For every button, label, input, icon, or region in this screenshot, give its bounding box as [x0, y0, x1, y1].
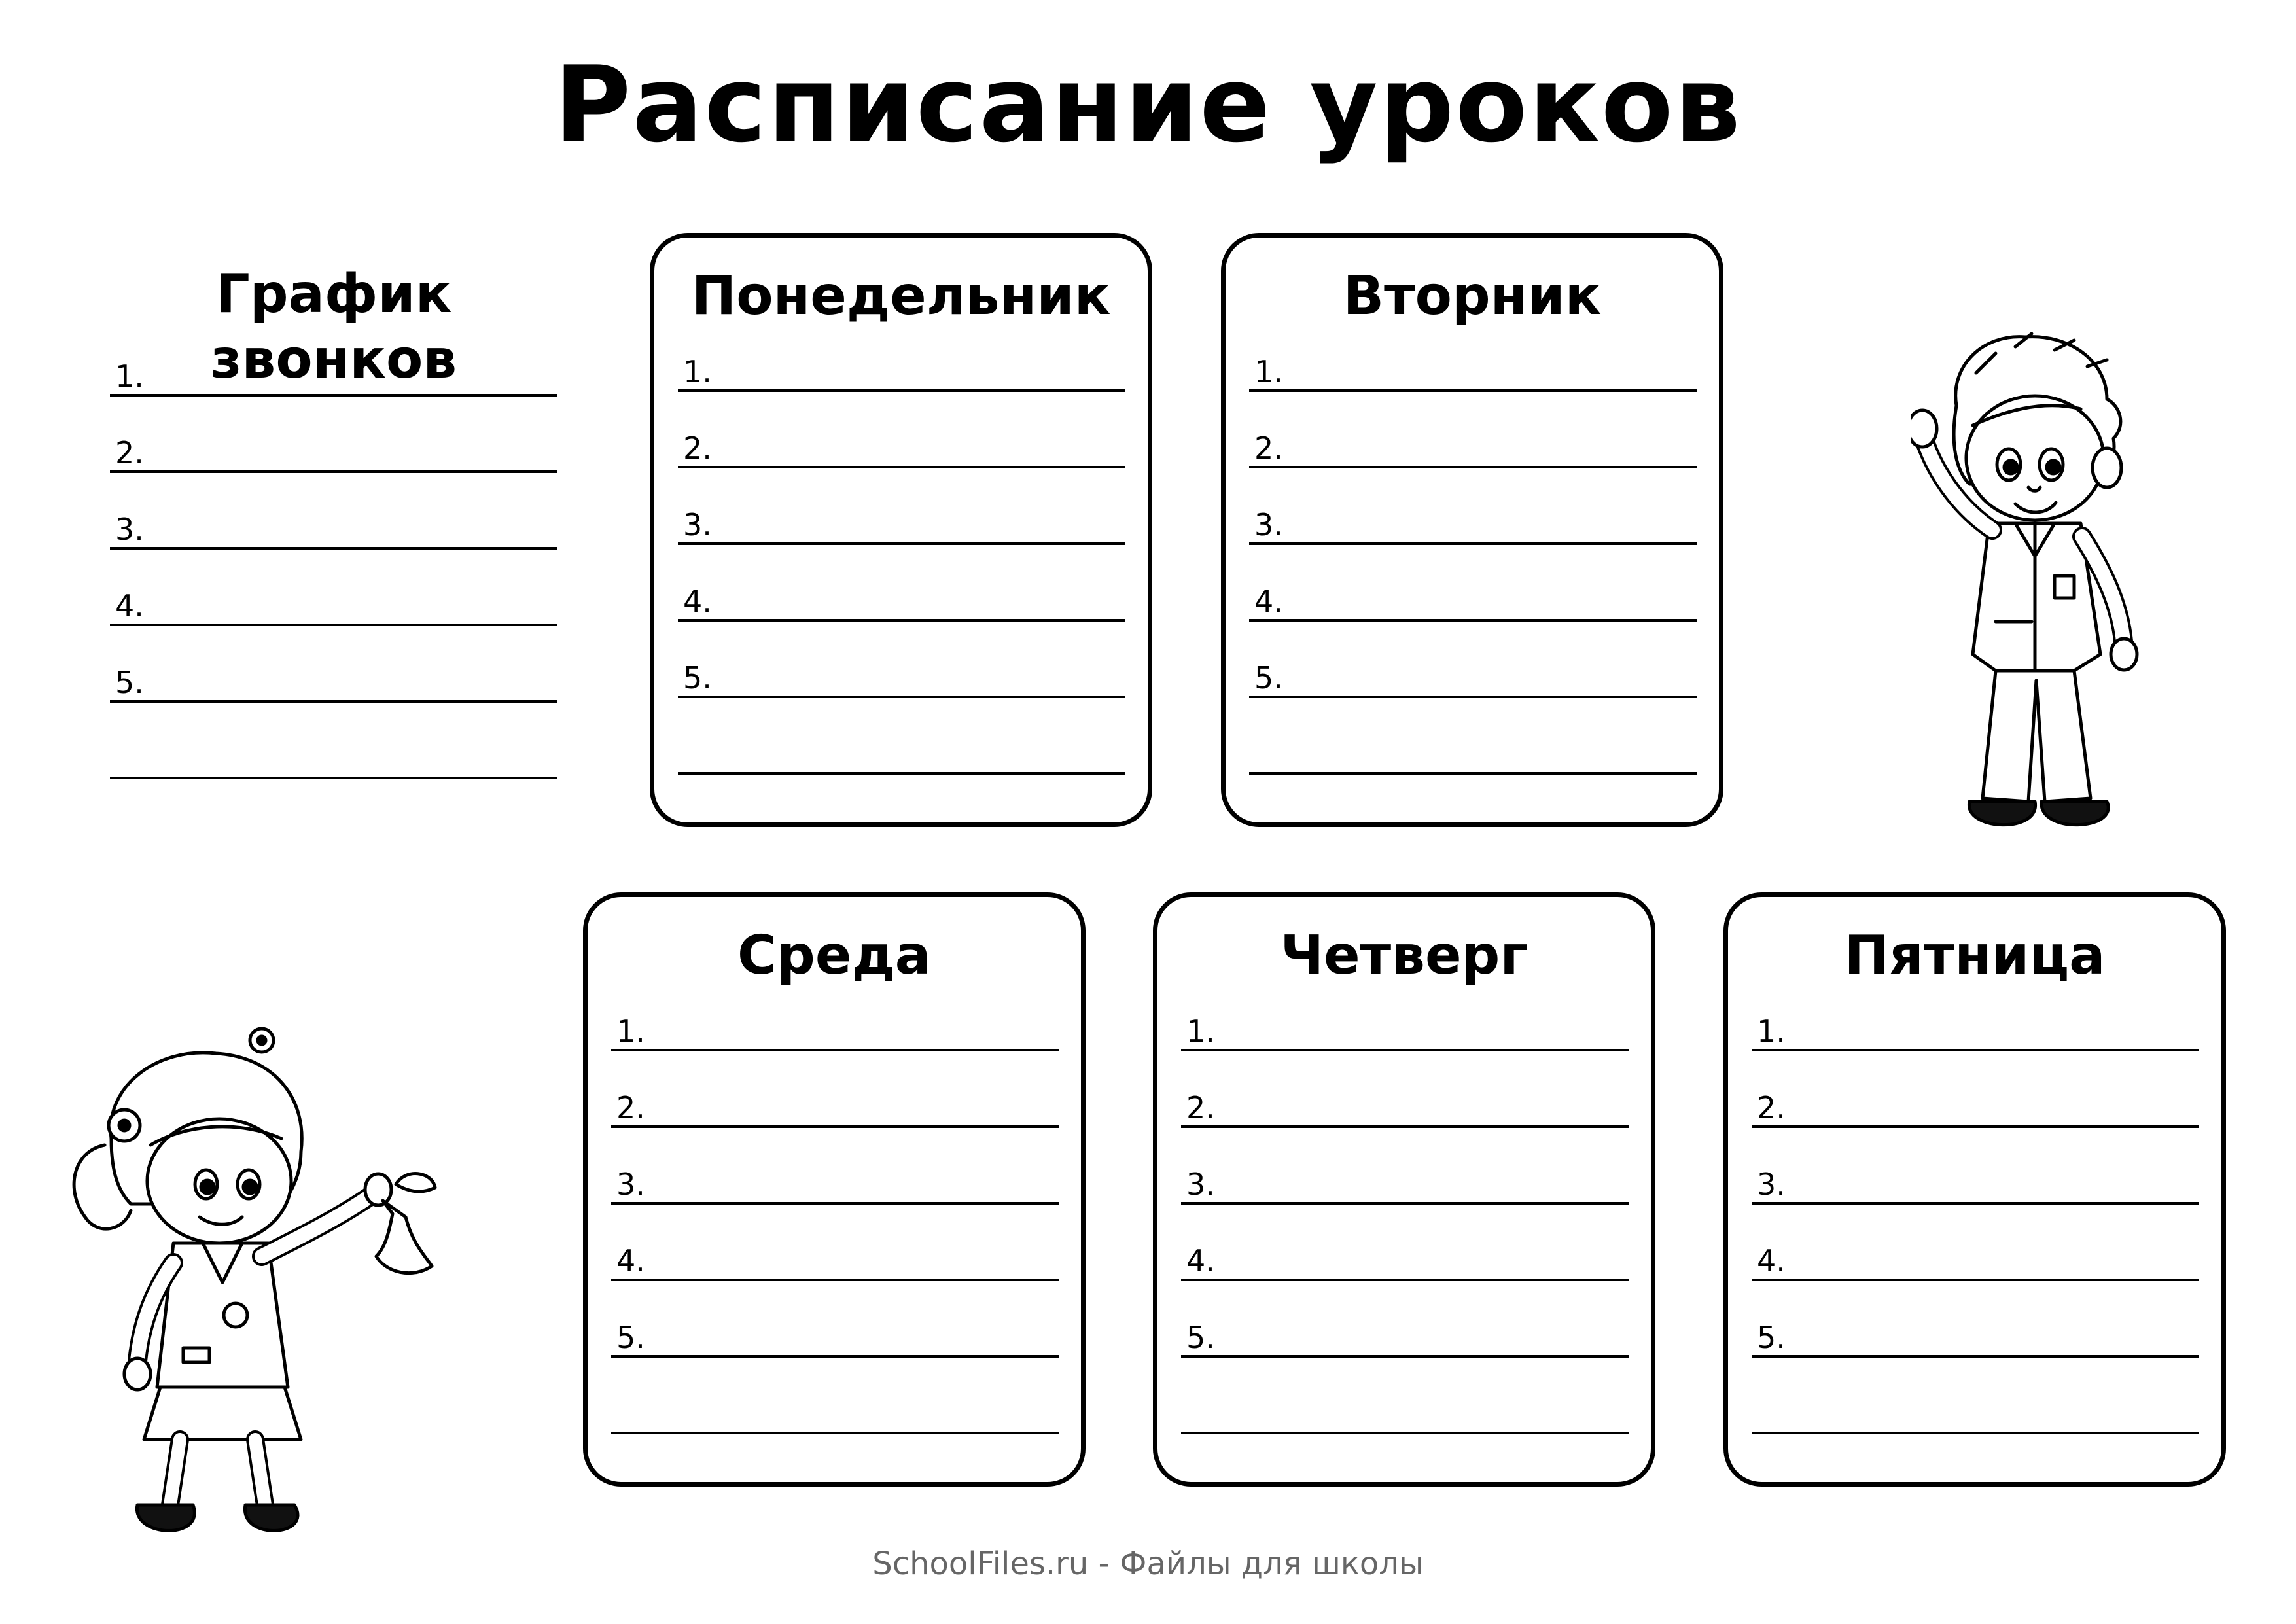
- girl-with-bell-icon: [65, 1021, 458, 1557]
- schedule-row-line[interactable]: [1181, 1167, 1629, 1205]
- schedule-row-line[interactable]: [678, 772, 1125, 775]
- schedule-row-line[interactable]: [1181, 1243, 1629, 1281]
- schedule-row-line[interactable]: [1752, 1014, 2199, 1051]
- row-number: 4.: [616, 1243, 645, 1279]
- row-number: 1.: [115, 359, 144, 394]
- row-number: 4.: [1186, 1243, 1215, 1279]
- day-card-thursday: [1153, 892, 1655, 1487]
- row-number: 1.: [1254, 354, 1283, 389]
- block-title: Вторник: [1343, 265, 1602, 327]
- row-number: 5.: [683, 660, 712, 696]
- schedule-row-line[interactable]: [110, 588, 557, 626]
- schedule-row-line[interactable]: [1752, 1432, 2199, 1434]
- block-title: Пятница: [1844, 925, 2106, 987]
- row-number: 2.: [616, 1090, 645, 1125]
- row-number: 4.: [1757, 1243, 1786, 1279]
- day-card-monday: [650, 233, 1152, 827]
- row-number: 4.: [115, 588, 144, 624]
- bell-schedule-block: [105, 242, 563, 785]
- row-number: 2.: [1757, 1090, 1786, 1125]
- row-number: 2.: [115, 435, 144, 470]
- block-title: Понедельник: [691, 265, 1111, 327]
- row-number: 5.: [115, 665, 144, 700]
- schedule-row-line[interactable]: [1752, 1320, 2199, 1358]
- row-number: 4.: [1254, 584, 1283, 619]
- schedule-row-line[interactable]: [110, 777, 557, 779]
- day-card-tuesday: [1221, 233, 1723, 827]
- row-number: 2.: [683, 431, 712, 466]
- schedule-row-line[interactable]: [1752, 1167, 2199, 1205]
- page-title: Расписание уроков: [554, 43, 1742, 166]
- schedule-row-line[interactable]: [1181, 1014, 1629, 1051]
- schedule-row-line[interactable]: [678, 660, 1125, 698]
- row-number: 1.: [616, 1014, 645, 1049]
- day-card-wednesday: [583, 892, 1086, 1487]
- schedule-row-line[interactable]: [1249, 772, 1697, 775]
- schedule-row-line[interactable]: [678, 354, 1125, 392]
- row-number: 1.: [683, 354, 712, 389]
- day-card-friday: [1723, 892, 2226, 1487]
- row-number: 4.: [683, 584, 712, 619]
- schedule-row-line[interactable]: [110, 512, 557, 550]
- row-number: 2.: [1254, 431, 1283, 466]
- schedule-row-line[interactable]: [611, 1243, 1059, 1281]
- row-number: 3.: [616, 1167, 645, 1202]
- schedule-row-line[interactable]: [1249, 660, 1697, 698]
- schedule-row-line[interactable]: [611, 1320, 1059, 1358]
- schedule-row-line[interactable]: [611, 1167, 1059, 1205]
- schedule-row-line[interactable]: [678, 431, 1125, 468]
- row-number: 2.: [1186, 1090, 1215, 1125]
- schedule-row-line[interactable]: [110, 665, 557, 703]
- row-number: 5.: [616, 1320, 645, 1355]
- row-number: 5.: [1757, 1320, 1786, 1355]
- schedule-row-line[interactable]: [1249, 431, 1697, 468]
- row-number: 3.: [115, 512, 144, 547]
- schedule-row-line[interactable]: [1181, 1320, 1629, 1358]
- schedule-row-line[interactable]: [678, 507, 1125, 545]
- schedule-row-line[interactable]: [1752, 1243, 2199, 1281]
- row-number: 3.: [1757, 1167, 1786, 1202]
- block-title: График звонков: [210, 263, 457, 391]
- schedule-row-line[interactable]: [1181, 1432, 1629, 1434]
- boy-waving-icon: [1911, 314, 2159, 851]
- block-title: Среда: [737, 925, 932, 987]
- footer-credit: SchoolFiles.ru - Файлы для школы: [872, 1545, 1424, 1582]
- row-number: 3.: [683, 507, 712, 542]
- schedule-row-line[interactable]: [110, 359, 557, 397]
- schedule-row-line[interactable]: [611, 1014, 1059, 1051]
- block-title: Четверг: [1280, 925, 1528, 987]
- schedule-row-line[interactable]: [1249, 584, 1697, 622]
- schedule-row-line[interactable]: [678, 584, 1125, 622]
- schedule-row-line[interactable]: [1181, 1090, 1629, 1128]
- schedule-row-line[interactable]: [1752, 1090, 2199, 1128]
- row-number: 1.: [1757, 1014, 1786, 1049]
- row-number: 3.: [1254, 507, 1283, 542]
- schedule-row-line[interactable]: [611, 1432, 1059, 1434]
- row-number: 5.: [1254, 660, 1283, 696]
- row-number: 1.: [1186, 1014, 1215, 1049]
- schedule-row-line[interactable]: [110, 435, 557, 473]
- schedule-row-line[interactable]: [611, 1090, 1059, 1128]
- row-number: 3.: [1186, 1167, 1215, 1202]
- row-number: 5.: [1186, 1320, 1215, 1355]
- schedule-row-line[interactable]: [1249, 507, 1697, 545]
- schedule-row-line[interactable]: [1249, 354, 1697, 392]
